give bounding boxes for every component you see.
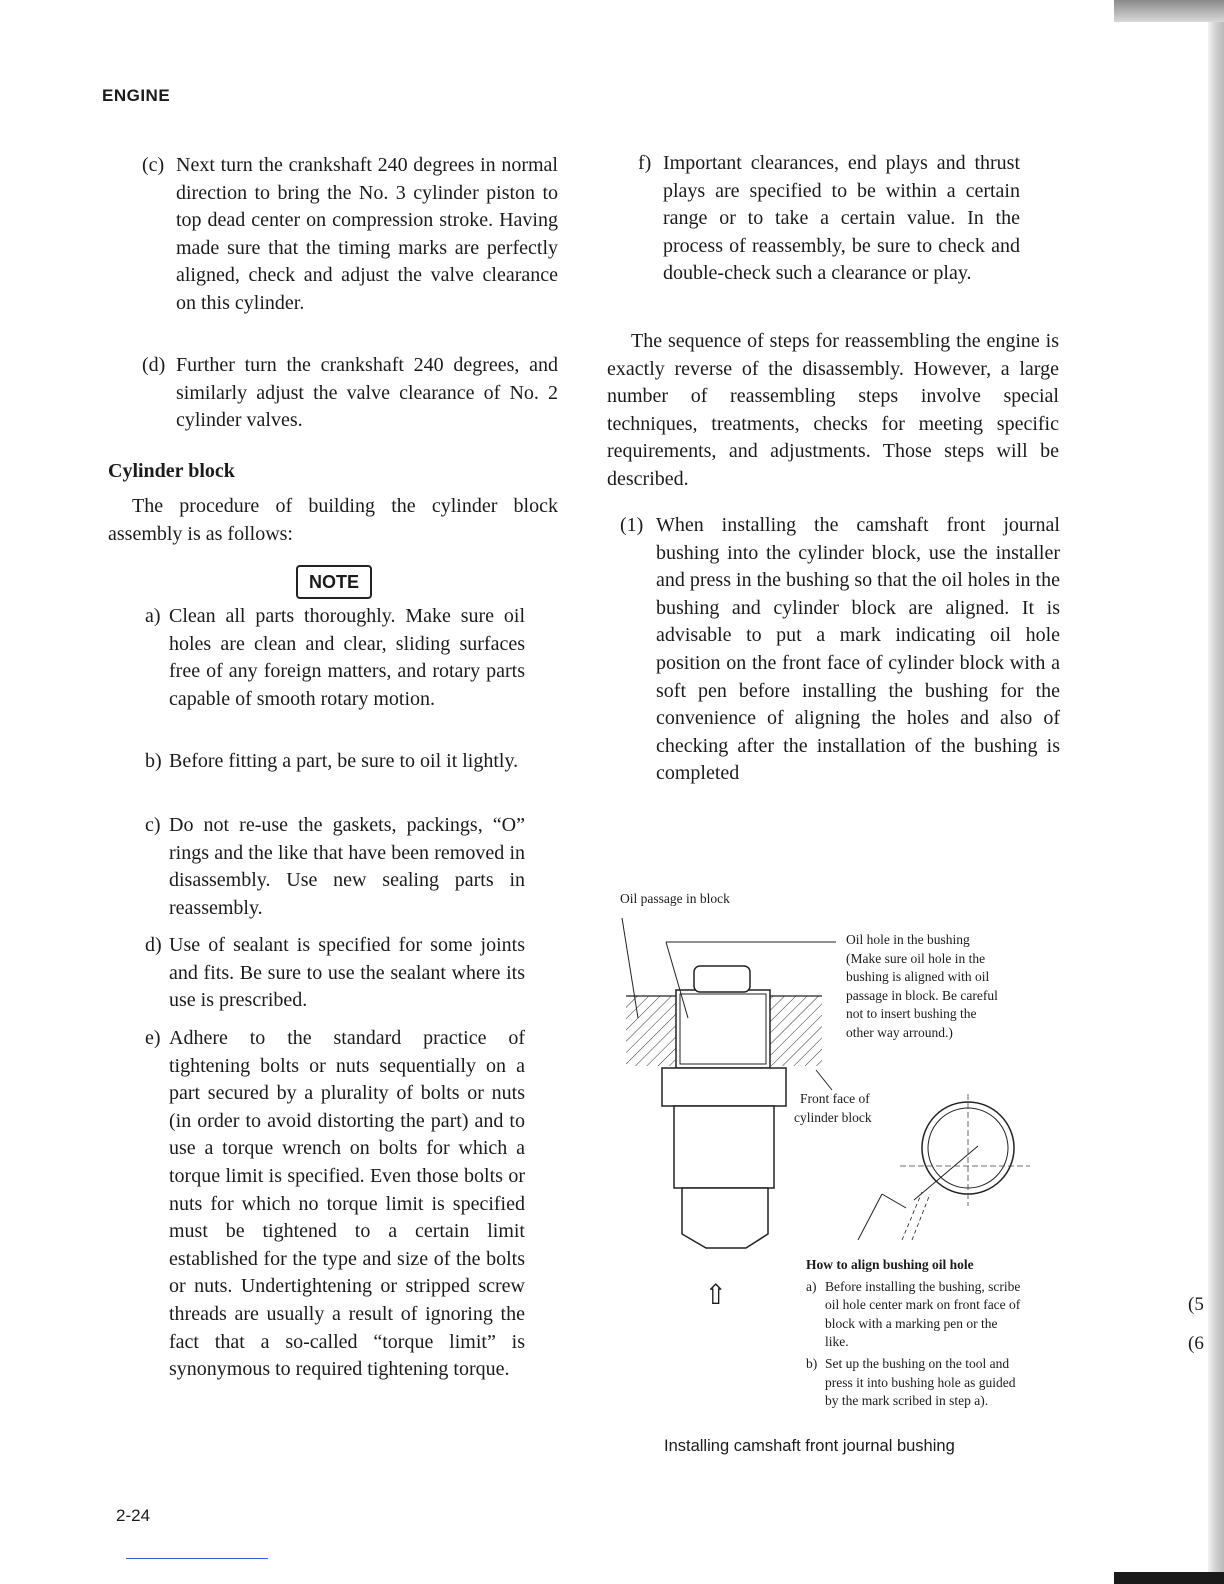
label-oil-hole-line: bushing is aligned with oil xyxy=(846,969,990,985)
alignment-step-b-line: Set up the bushing on the tool and xyxy=(825,1355,1010,1371)
step-1-label: (1) xyxy=(620,514,644,536)
bushing xyxy=(676,990,770,1068)
label-oil-hole-line: not to insert bushing the xyxy=(846,1006,977,1022)
margin-mark-6: (6 xyxy=(1188,1333,1204,1354)
alignment-instructions xyxy=(806,1256,1056,1411)
step-d xyxy=(142,352,558,435)
page-edge-top-shadow xyxy=(1114,0,1224,22)
alignment-step-a-label: a) xyxy=(806,1278,817,1294)
press-direction-arrow-icon: ⇧ xyxy=(704,1280,728,1311)
alignment-step-b-line: by the mark scribed in step a). xyxy=(825,1393,989,1409)
block-hatch-left xyxy=(626,996,676,1066)
alignment-title: How to align bushing oil hole xyxy=(806,1257,974,1272)
section-title-cylinder-block: Cylinder block xyxy=(108,460,235,482)
label-front-face-line: Front face of xyxy=(800,1091,870,1106)
label-oil-hole-line: (Make sure oil hole in the xyxy=(846,950,986,966)
step-d-text: Further turn the crankshaft 240 degrees, and similarly adjust the valve clearance of No. 2 cylinder valves. xyxy=(176,354,558,432)
note-item-a xyxy=(145,603,525,713)
installer-tip xyxy=(682,1188,768,1248)
step-c xyxy=(142,152,558,318)
step-c-label: (c) xyxy=(142,154,165,176)
label-front-face-line: cylinder block xyxy=(794,1109,872,1125)
alignment-step-a xyxy=(806,1278,1056,1352)
page-header: ENGINE xyxy=(102,86,171,105)
alignment-step-a-line: Before installing the bushing, scribe xyxy=(825,1278,1021,1294)
note-item-b-label: b) xyxy=(145,750,162,772)
note-item-c xyxy=(145,812,525,922)
note-item-e xyxy=(145,1025,525,1384)
label-oil-hole-line: other way arround.) xyxy=(846,1024,953,1040)
note-item-c-text: Do not re-use the gaskets, packings, “O” rings and the like that have been removed in disassembly. Use new sealing parts in reassembly. xyxy=(169,814,525,919)
note-item-f xyxy=(638,150,1020,288)
note-badge: NOTE xyxy=(296,565,372,599)
step-1-text: When installing the camshaft front journal bushing into the cylinder block, use the installer and press in the bushing so that the oil holes in the bushing and cylinder block are aligned. It is advisable to put a mark indicating oil hole position on the front face of cylinder block with a soft pen before installing the bushing for the convenience of aligning the holes and also of checking after the installation of the bushing is completed xyxy=(656,514,1060,785)
note-item-b-text: Before fitting a part, be sure to oil it lightly. xyxy=(169,750,519,772)
label-front-face xyxy=(794,1090,872,1127)
note-item-e-text: Adhere to the standard practice of tightening bolts or nuts sequentially on a part secured by a plurality of bolts or nuts (in order to avoid distorting the part) and to use a torque wrench on bolts for which a torque limit is specified. Even those bolts or nuts for which no torque limit is specified must be tightened to a certain limit established for the type and size of the bolts or nuts. Undertightening or stripped screw threads are usually a result of ignoring the fact that a so-called “torque limit” is synonymous to required tightening torque. xyxy=(169,1027,525,1381)
note-item-f-label: f) xyxy=(638,152,652,174)
page-number: 2-24 xyxy=(116,1506,151,1525)
installer-head xyxy=(694,966,750,992)
note-item-d-text: Use of sealant is specified for some joints and fits. Be sure to use the sealant where its use is prescribed. xyxy=(169,934,525,1012)
page-edge-shadow xyxy=(1208,0,1224,1584)
step-d-label: (d) xyxy=(142,354,166,376)
step-c-text: Next turn the crankshaft 240 degrees in normal direction to bring the No. 3 cylinder piston to top dead center on compression stroke. Having made sure that the timing marks are perfectly aligned, check and adjust the valve clearance on this cylinder. xyxy=(176,154,558,314)
note-item-d xyxy=(145,932,525,1015)
label-oil-hole-line: passage in block. Be careful xyxy=(846,987,998,1003)
alignment-step-a-line: like. xyxy=(825,1334,849,1350)
note-item-d-label: d) xyxy=(145,934,162,956)
note-item-c-label: c) xyxy=(145,814,161,836)
alignment-step-b xyxy=(806,1355,1056,1411)
note-item-a-text: Clean all parts thoroughly. Make sure oil holes are clean and clear, sliding surfaces free of any foreign matters, and rotary parts capable of smooth rotary motion. xyxy=(169,605,525,710)
step-1 xyxy=(620,512,1060,788)
block-hatch-right xyxy=(770,996,822,1066)
section-intro: The procedure of building the cylinder block assembly is as follows: xyxy=(108,495,558,545)
note-item-f-text: Important clearances, end plays and thrust plays are specified to be within a certain range or to take a certain value. In the process of reassembly, be sure to check and double-check such a clearance or play. xyxy=(663,152,1020,285)
reassembly-paragraph: The sequence of steps for reassembling the engine is exactly reverse of the disassembly. However, a large number of reassembling steps involve special techniques, treatments, checks for meeting specific requirements, and adjustments. Those steps will be described. xyxy=(607,330,1059,490)
note-item-b xyxy=(145,748,525,776)
note-item-e-label: e) xyxy=(145,1027,161,1049)
installer-shaft xyxy=(674,1106,774,1188)
label-oil-hole xyxy=(846,931,1046,1043)
page-edge-bottom-shadow xyxy=(1114,1572,1224,1584)
note-item-a-label: a) xyxy=(145,605,161,627)
footer-rule xyxy=(126,1558,268,1559)
installer-collar xyxy=(662,1068,786,1106)
label-oil-passage: Oil passage in block xyxy=(620,891,730,906)
alignment-step-b-label: b) xyxy=(806,1355,818,1371)
alignment-step-a-line: block with a marking pen or the xyxy=(825,1315,998,1331)
alignment-step-a-line: oil hole center mark on front face of xyxy=(825,1297,1021,1313)
alignment-step-b-line: press it into bushing hole as guided xyxy=(825,1374,1016,1390)
label-oil-hole-title: Oil hole in the bushing xyxy=(846,932,970,947)
margin-mark-5: (5 xyxy=(1188,1294,1204,1315)
figure-caption: Installing camshaft front journal bushing xyxy=(664,1437,955,1455)
